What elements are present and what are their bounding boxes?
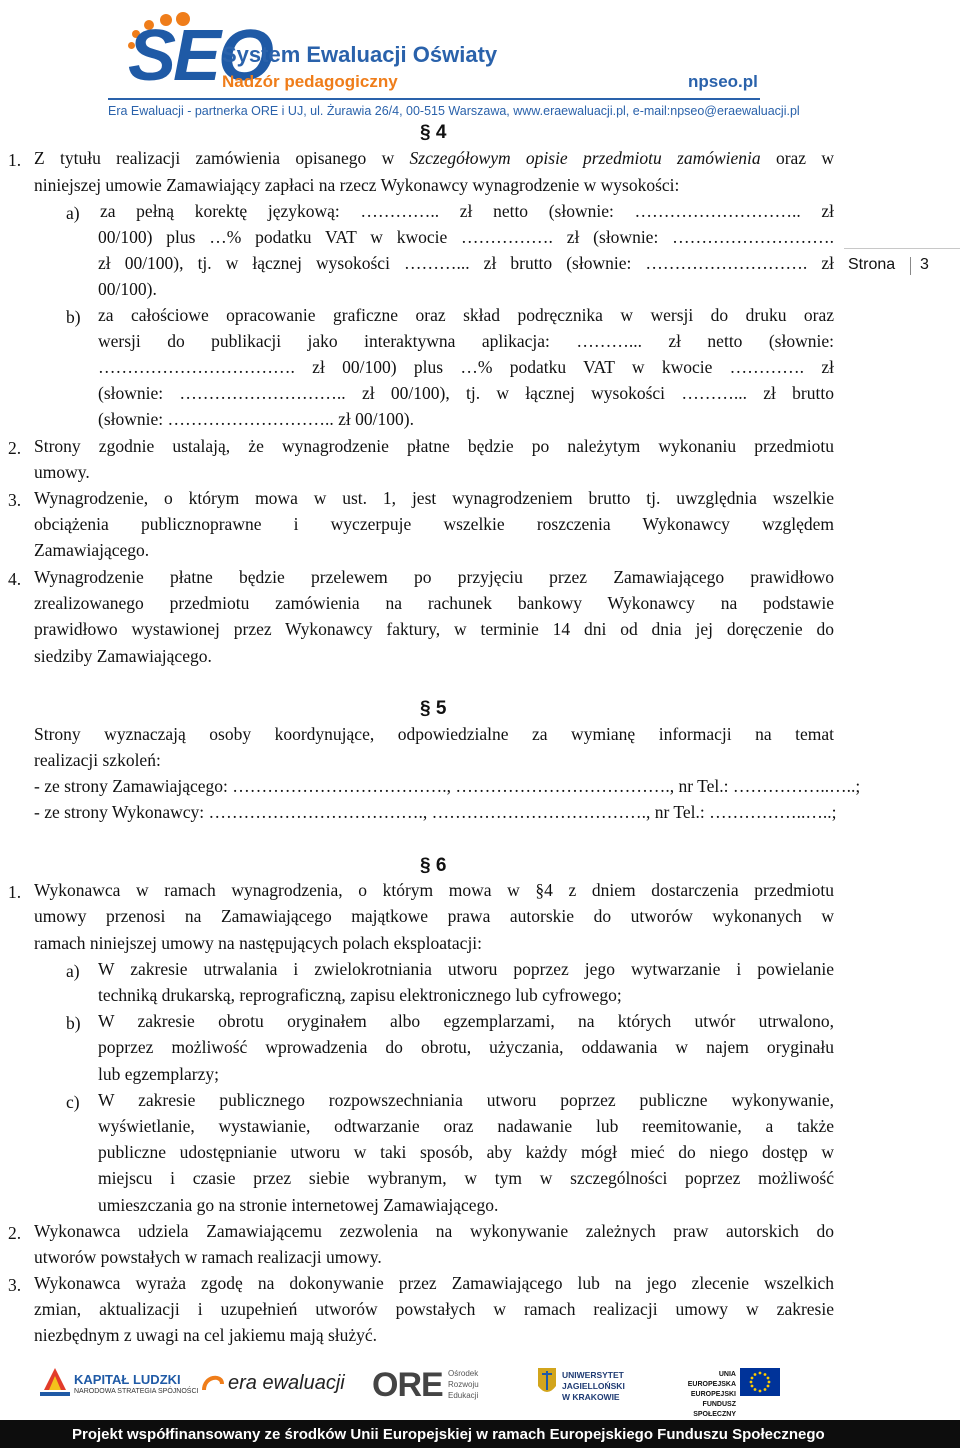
s4-p4-number: 4. bbox=[8, 569, 22, 589]
s4-a-line-2: 00/100) plus …% podatku VAT w kwocie ……………. zł (słownie: ………………………. bbox=[98, 227, 834, 247]
s6-p1-number: 1. bbox=[8, 882, 22, 902]
section-6-heading: § 6 bbox=[420, 855, 447, 876]
s4-a-label: a) bbox=[66, 203, 80, 223]
footer-logos bbox=[0, 1360, 960, 1420]
section-4-heading: § 4 bbox=[420, 122, 447, 143]
s4-b-line-3: ……………………………. zł 00/100) plus …% podatku VAT w kwocie …………. zł bbox=[98, 357, 834, 377]
seo-logo-text: SEO bbox=[128, 16, 272, 96]
s4-b-line-1: za całościowe opracowanie graficzne oraz skład podręcznika w wersji do druku oraz bbox=[98, 305, 834, 325]
kapital-ludzki-title: KAPITAŁ LUDZKI bbox=[74, 1372, 181, 1387]
s6-p1-line-2: umowy przenosi na Zamawiającego majątkowe prawa autorskie do utworów wykonanych w bbox=[34, 906, 834, 926]
s6-c-line-1: W zakresie publicznego rozpowszechniania utworu poprzez publiczne wykonywanie, bbox=[98, 1090, 834, 1110]
s6-b-line-1: W zakresie obrotu oryginałem albo egzemplarzami, na których utwór utrwalono, bbox=[98, 1011, 834, 1031]
s6-a-line-2: techniką drukarską, reprograficzną, zapisu elektronicznego lub cyfrowego; bbox=[98, 985, 622, 1005]
ore-line-2: Rozwoju bbox=[448, 1380, 479, 1389]
uj-crest-icon bbox=[536, 1366, 558, 1400]
s4-p2-line-1: Strony zgodnie ustalają, że wynagrodzenie płatne będzie po należytym wykonaniu przedmiotu bbox=[34, 436, 834, 456]
page-label: Strona bbox=[848, 256, 896, 273]
s5-line-2: realizacji szkoleń: bbox=[34, 750, 161, 770]
s4-a-line-3: zł 00/100), tj. w łącznej wysokości ………... zł brutto (słownie: ………………………. zł bbox=[98, 253, 834, 273]
s4-p1-line-1-text: Z tytułu realizacji zamówienia opisanego w Szczegółowym opisie przedmiotu zamówienia oraz w bbox=[34, 148, 834, 168]
s4-p4-line-2: zrealizowanego przedmiotu zamówienia na rachunek bankowy Wykonawcy na podstawie bbox=[34, 593, 834, 613]
ore-logo-text bbox=[448, 1368, 479, 1401]
header-site: npseo.pl bbox=[688, 72, 758, 91]
s4-p3-line-1: Wynagrodzenie, o którym mowa w ust. 1, jest wynagrodzeniem brutto tj. uwzględnia wszelkie bbox=[34, 488, 834, 508]
s4-b-line-5: (słownie: ……………………….. zł 00/100). bbox=[98, 409, 414, 429]
uj-line-2: JAGIELLOŃSKI bbox=[562, 1381, 625, 1391]
kapital-ludzki-subtitle: NARODOWA STRATEGIA SPÓJNOŚCI bbox=[74, 1388, 199, 1395]
s4-p1-line-1 bbox=[34, 150, 834, 168]
eu-line-1: UNIA EUROPEJSKA bbox=[687, 1371, 736, 1388]
uj-line-1: UNIWERSYTET bbox=[562, 1370, 624, 1380]
s4-p2-line-2: umowy. bbox=[34, 462, 90, 482]
s6-a-label: a) bbox=[66, 961, 80, 981]
s4-p3-line-3: Zamawiającego. bbox=[34, 540, 150, 560]
s4-p4-line-3: prawidłowo wystawionej przez Wykonawcy faktury, w terminie 14 dni od dnia jej doręczenie do bbox=[34, 619, 834, 639]
uj-line-3: W KRAKOWIE bbox=[562, 1392, 620, 1402]
s6-p3-line-3: niezbędnym z uwagi na cel jakiemu mają służyć. bbox=[34, 1325, 378, 1345]
s6-c-label: c) bbox=[66, 1092, 80, 1112]
header-address: Era Ewaluacji - partnerka ORE i UJ, ul. Żurawia 26/4, 00-515 Warszawa, www.eraewaluacji.pl, e-mail:npseo@eraewaluacji.pl bbox=[108, 104, 800, 118]
footer-bar-text: Projekt współfinansowany ze środków Unii Europejskiej w ramach Europejskiego Funduszu Społecznego bbox=[72, 1426, 825, 1443]
s4-p4-line-4: siedziby Zamawiającego. bbox=[34, 646, 212, 666]
page-number: 3 bbox=[920, 256, 929, 273]
s5-line-3: - ze strony Zamawiającego: ………………………………., ………………………………., nr Tel.: ……………..…..; bbox=[34, 776, 861, 796]
s4-p4-line-1: Wynagrodzenie płatne będzie przelewem po przyjęciu przez Zamawiającego prawidłowo bbox=[34, 567, 834, 587]
s6-b-line-2: poprzez możliwość wprowadzenia do obrotu, użyczania, oddawania w najem oryginału bbox=[98, 1037, 834, 1057]
s6-c-line-3: publiczne udostępnianie utworu w taki sposób, aby każdy mógł mieć do niego dostęp w bbox=[98, 1142, 834, 1162]
s4-b-label: b) bbox=[66, 307, 81, 327]
s4-b-line-2: wersji do publikacji jako interaktywna aplikacja: ………... zł netto (słownie: bbox=[98, 331, 834, 351]
era-ewaluacji-icon bbox=[200, 1370, 226, 1396]
s5-line-1: Strony wyznaczają osoby koordynujące, odpowiedzialne za wymianę informacji na temat bbox=[34, 724, 834, 744]
s4-p1-line-2: niniejszej umowie Zamawiający zapłaci na rzecz Wykonawcy wynagrodzenie w wysokości: bbox=[34, 175, 680, 195]
ore-line-3: Edukacji bbox=[448, 1391, 479, 1400]
s6-p2-line-2: utworów powstałych w ramach realizacji umowy. bbox=[34, 1247, 382, 1267]
kapital-ludzki-icon bbox=[40, 1366, 70, 1406]
eu-line-2: EUROPEJSKI bbox=[690, 1391, 736, 1398]
s6-c-line-5: umieszczania go na stronie internetowej Zamawiającego. bbox=[98, 1195, 499, 1215]
s6-c-line-2: wyświetlanie, wystawianie, odtwarzanie oraz nadawanie lub reemitowanie, a także bbox=[98, 1116, 834, 1136]
s4-p3-line-2: obciążenia publicznoprawne i wyczerpuje wszelkie roszczenia Wykonawcy względem bbox=[34, 514, 834, 534]
s4-a-line-1: za pełną korektę językową: ………….. zł netto (słownie: ……………………….. zł bbox=[100, 201, 834, 221]
s4-p2-number: 2. bbox=[8, 438, 22, 458]
s6-b-line-3: lub egzemplarzy; bbox=[98, 1064, 219, 1084]
s5-line-4: - ze strony Wykonawcy: ………………………………., ………………………………., nr Tel.: ……………..…..; bbox=[34, 802, 837, 822]
s6-p1-line-1: Wykonawca w ramach wynagrodzenia, o którym mowa w §4 z dniem dostarczenia przedmiotu bbox=[34, 880, 834, 900]
page-number-marker bbox=[844, 248, 960, 281]
s6-b-label: b) bbox=[66, 1013, 81, 1033]
footer-bar bbox=[0, 1420, 960, 1448]
s6-a-line-1: W zakresie utrwalania i zwielokrotniania utworu poprzez jego wytwarzanie i powielanie bbox=[98, 959, 834, 979]
header-divider bbox=[108, 98, 760, 100]
header-subtitle: Nadzór pedagogiczny bbox=[222, 72, 398, 91]
eu-flag-icon bbox=[740, 1368, 780, 1396]
eu-line-3: FUNDUSZ SPOŁECZNY bbox=[693, 1401, 736, 1418]
eu-logo-text bbox=[672, 1370, 736, 1420]
header-title: System Ewaluacji Oświaty bbox=[222, 42, 498, 67]
s6-p1-line-3: ramach niniejszej umowy na następujących polach eksploatacji: bbox=[34, 933, 483, 953]
s6-p3-line-2: zmian, aktualizacji i uzupełnień utworów powstałych w ramach realizacji umowy w zakresie bbox=[34, 1299, 834, 1319]
s6-c-line-4: miejscu i czasie przez siebie wybranym, w tym w szczególności poprzez możliwość bbox=[98, 1168, 834, 1188]
ore-logo: ORE bbox=[372, 1366, 443, 1404]
s6-p2-line-1: Wykonawca udziela Zamawiającemu zezwolenia na wykonywanie zależnych praw autorskich do bbox=[34, 1221, 834, 1241]
era-ewaluacji-logo: era ewaluacji bbox=[228, 1372, 345, 1394]
s6-p3-number: 3. bbox=[8, 1275, 22, 1295]
s4-p1-number: 1. bbox=[8, 150, 22, 170]
uj-logo-text bbox=[562, 1370, 625, 1403]
section-5-heading: § 5 bbox=[420, 698, 447, 719]
page-marker-divider bbox=[910, 257, 911, 275]
s4-p3-number: 3. bbox=[8, 490, 22, 510]
s4-a-line-4: 00/100). bbox=[98, 279, 157, 299]
ore-line-1: Ośrodek bbox=[448, 1369, 479, 1378]
s6-p2-number: 2. bbox=[8, 1223, 22, 1243]
s6-p3-line-1: Wykonawca wyraża zgodę na dokonywanie przez Zamawiającego lub na jego zlecenie wszelkich bbox=[34, 1273, 834, 1293]
s4-b-line-4: (słownie: ……………………….. zł 00/100), tj. w łącznej wysokości ………... zł brutto bbox=[98, 383, 834, 403]
